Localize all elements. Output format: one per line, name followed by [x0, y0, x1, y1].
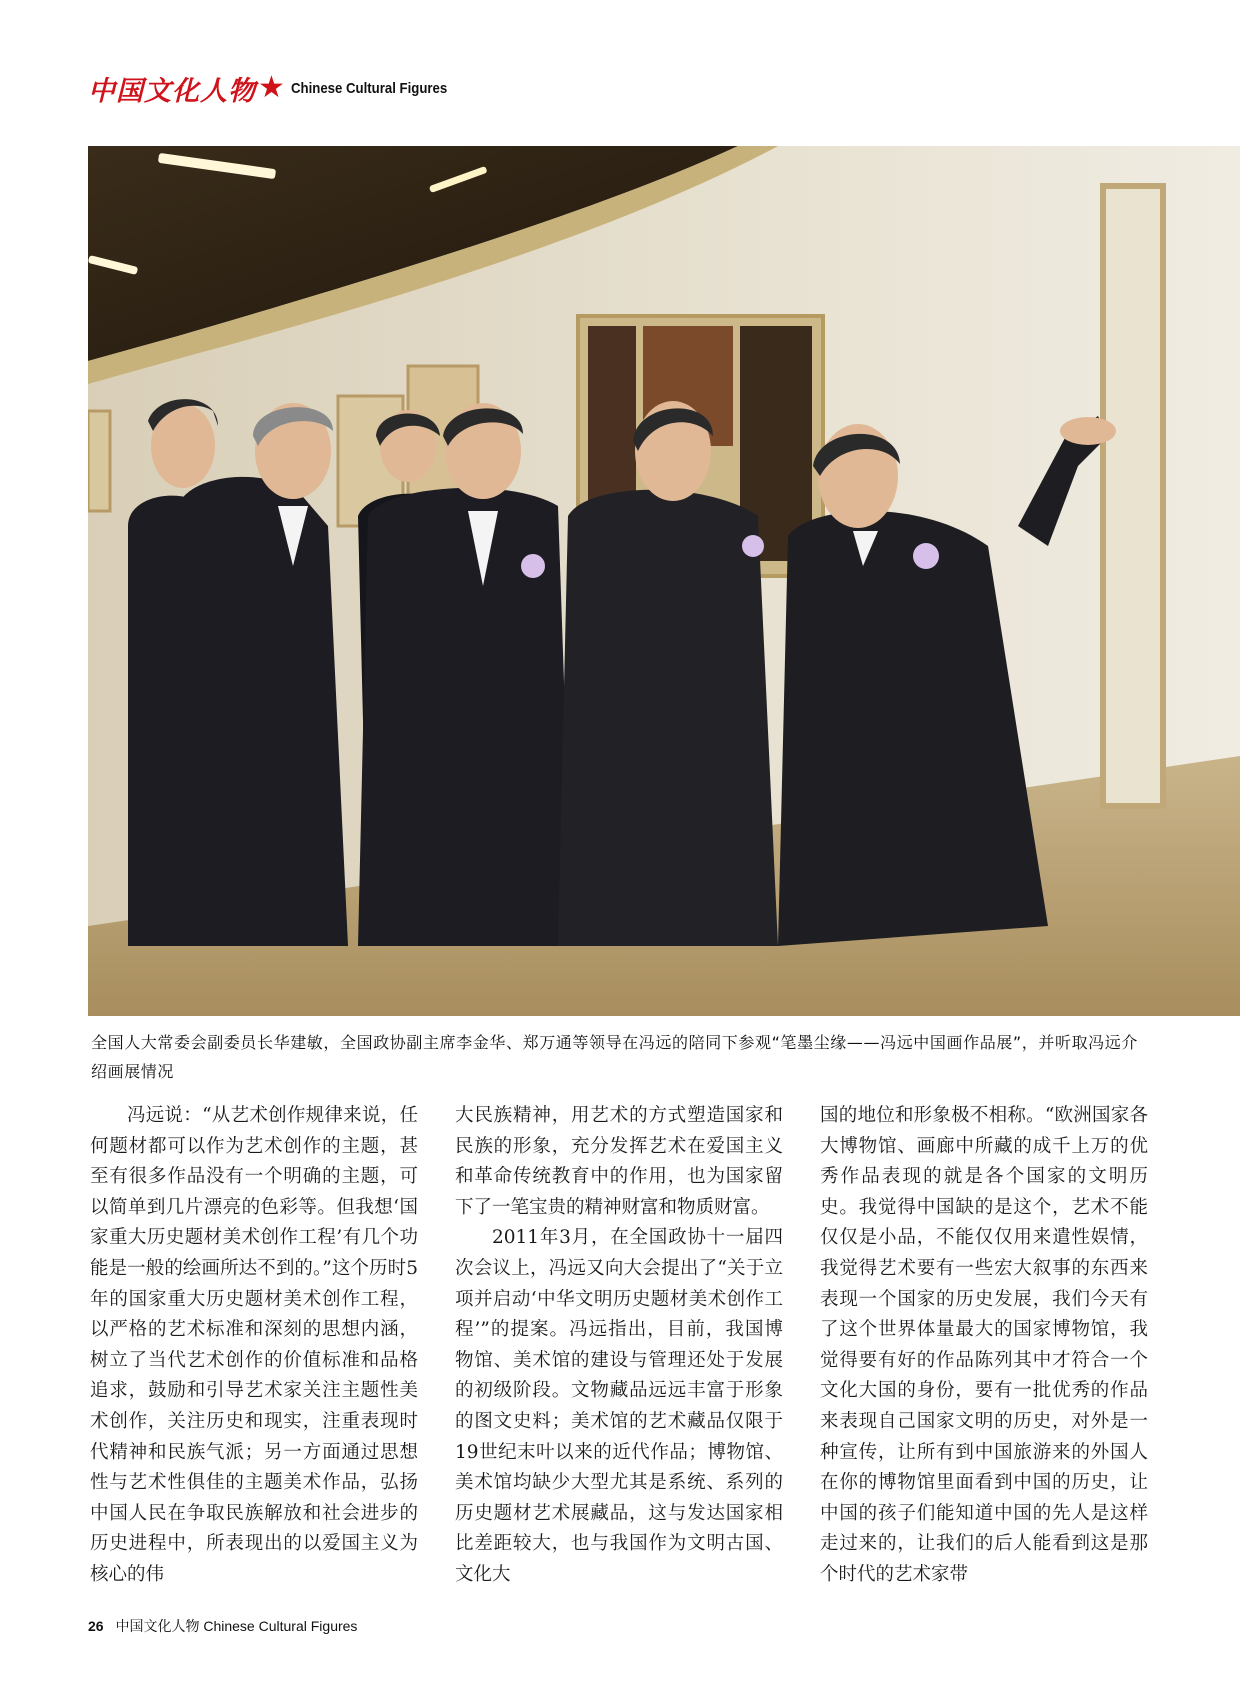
masthead-title-cn: 中国文化人物: [88, 75, 256, 107]
text-column-2: [455, 1101, 783, 1591]
paragraph: 国的地位和形象极不相称。“欧洲国家各大博物馆、画廊中所藏的成千上万的优秀作品表现的就是各个国家的文明历史。我觉得中国缺的是这个，艺术不能仅仅是小品，不能仅仅用来遣性娱情，我觉得艺术要有一些宏大叙事的东西来表现一个国家的历史发展，我们今天有了这个世界体量最大的国家博物馆，我觉得要有好的作品陈列其中才符合一个文化大国的身份，要有一批优秀的作品来表现自己国家文明的历史，对外是一种宣传，让所有到中国旅游来的外国人在你的博物馆里面看到中国的历史，让中国的孩子们能知道中国的先人是这样走过来的，让我们的后人能看到这是那个时代的艺术家带: [820, 1105, 1148, 1585]
page-footer: [88, 1616, 357, 1636]
star-icon: ★: [258, 70, 285, 105]
text-column-1: [90, 1101, 418, 1591]
photo-caption: 全国人大常委会副委员长华建敏，全国政协副主席李金华、郑万通等领导在冯远的陪同下参观“笔墨尘缘——冯远中国画作品展”，并听取冯远介绍画展情况: [91, 1033, 1138, 1081]
masthead-title-en: Chinese Cultural Figures: [290, 79, 448, 97]
masthead: [88, 70, 468, 106]
exhibition-photo: [88, 146, 1240, 1016]
magazine-name: 中国文化人物 Chinese Cultural Figures: [115, 1618, 358, 1634]
paragraph: 冯远说：“从艺术创作规律来说，任何题材都可以作为艺术创作的主题，甚至有很多作品没有一个明确的主题，可以简单到几片漂亮的色彩等。但我想‘国家重大历史题材美术创作工程’有几个功能是一般的绘画所达不到的。”这个历时5年的国家重大历史题材美术创作工程，以严格的艺术标准和深刻的思想内涵，树立了当代艺术创作的价值标准和品格追求，鼓励和引导艺术家关注主题性美术创作，关注历史和现实，注重表现时代精神和民族气派；另一方面通过思想性与艺术性俱佳的主题美术作品，弘扬中国人民在争取民族解放和社会进步的历史进程中，所表现出的以爱国主义为核心的伟: [90, 1105, 418, 1585]
paragraph: 大民族精神，用艺术的方式塑造国家和民族的形象，充分发挥艺术在爱国主义和革命传统教育中的作用，也为国家留下了一笔宝贵的精神财富和物质财富。: [455, 1105, 783, 1218]
text-column-3: [820, 1101, 1148, 1591]
paragraph: 2011年3月，在全国政协十一届四次会议上，冯远又向大会提出了“关于立项并启动‘中华文明历史题材美术创作工程’”的提案。冯远指出，目前，我国博物馆、美术馆的建设与管理还处于发展的初级阶段。文物藏品远远丰富于形象的图文史料；美术馆的艺术藏品仅限于19世纪末叶以来的近代作品；博物馆、美术馆均缺少大型尤其是系统、系列的历史题材艺术展藏品，这与发达国家相比差距较大，也与我国作为文明古国、文化大: [455, 1227, 783, 1585]
page-number: 26: [88, 1618, 104, 1634]
